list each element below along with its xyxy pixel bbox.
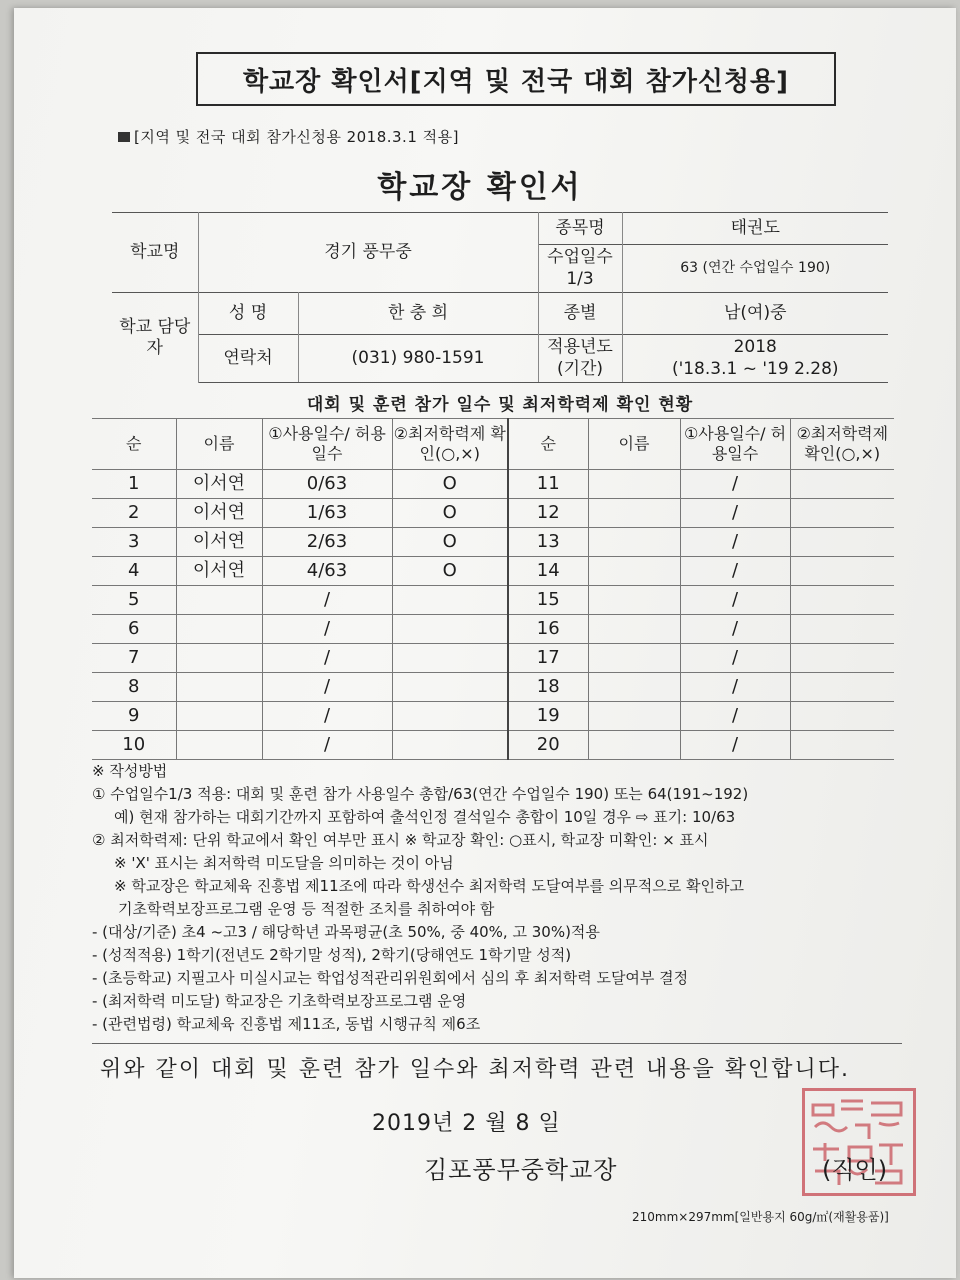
- name-value: 한 충 희: [298, 293, 538, 335]
- note-item: ※ 'X' 표시는 최저학력 미도달을 의미하는 것이 아님: [114, 854, 454, 872]
- note-item: - (대상/기준) 초4 ~고3 / 해당학년 과목평균(초 50%, 중 40%, 고 30%)적용: [92, 923, 600, 941]
- row-check-cell: [790, 702, 894, 731]
- row-name-cell: [588, 470, 680, 499]
- row-check-cell: [790, 557, 894, 586]
- row-days-cell: 4/63: [262, 557, 392, 586]
- notes-heading: ※ 작성방법: [92, 762, 168, 780]
- row-no-cell: 15: [508, 586, 588, 615]
- table-row: [92, 586, 894, 615]
- participation-table: [92, 418, 894, 760]
- row-name-cell: [588, 673, 680, 702]
- row-name-cell: [176, 615, 262, 644]
- issue-date: 2019년 2 월 8 일: [372, 1111, 561, 1136]
- row-name-cell: [588, 528, 680, 557]
- school-value: 경기 풍무중: [198, 213, 538, 293]
- document-title: 학교장 확인서: [377, 170, 583, 205]
- row-days-cell: /: [680, 731, 790, 760]
- row-check-cell: [392, 673, 508, 702]
- row-days-cell: 2/63: [262, 528, 392, 557]
- row-days-cell: 0/63: [262, 470, 392, 499]
- row-name-cell: 이서연: [176, 470, 262, 499]
- row-no-cell: 13: [508, 528, 588, 557]
- table-row: [92, 731, 894, 760]
- note-item: - (성적적용) 1학기(전년도 2학기말 성적), 2학기(당해연도 1학기말 성적): [92, 946, 572, 964]
- note-item: - (관련법령) 학교체육 진흥법 제11조, 동법 시행규칙 제6조: [92, 1015, 481, 1033]
- row-days-cell: /: [680, 528, 790, 557]
- row-no-cell: 3: [92, 528, 176, 557]
- row-check-cell: [392, 702, 508, 731]
- row-check-cell: O: [392, 528, 508, 557]
- event-value: 태권도: [622, 213, 888, 245]
- row-days-cell: /: [680, 673, 790, 702]
- year-cell: [622, 335, 888, 383]
- row-no-cell: 10: [92, 731, 176, 760]
- header-min-academic-left: ②최저학력제 확인(○,×): [392, 419, 508, 470]
- row-name-cell: [176, 673, 262, 702]
- year-label: 적용년도 (기간): [538, 335, 622, 383]
- row-no-cell: 9: [92, 702, 176, 731]
- info-table: [112, 212, 888, 383]
- row-no-cell: 17: [508, 644, 588, 673]
- name-label: 성 명: [198, 293, 298, 335]
- principal-name: 김포풍무중학교장: [424, 1156, 618, 1184]
- table-row: [92, 673, 894, 702]
- row-name-cell: [588, 731, 680, 760]
- row-no-cell: 4: [92, 557, 176, 586]
- row-name-cell: [588, 557, 680, 586]
- note-item: 기초학력보장프로그램 운영 등 적절한 조치를 취하여야 함: [118, 900, 495, 918]
- row-name-cell: [176, 731, 262, 760]
- row-no-cell: 14: [508, 557, 588, 586]
- regulation-note: [118, 126, 459, 147]
- divider: [92, 1043, 902, 1044]
- row-name-cell: [176, 644, 262, 673]
- row-check-cell: [392, 586, 508, 615]
- row-days-cell: /: [680, 499, 790, 528]
- row-days-cell: /: [680, 615, 790, 644]
- row-no-cell: 16: [508, 615, 588, 644]
- row-days-cell: /: [680, 586, 790, 615]
- row-check-cell: [392, 615, 508, 644]
- school-label: 학교명: [112, 213, 198, 293]
- row-check-cell: O: [392, 470, 508, 499]
- person-label: 학교 담당자: [112, 293, 198, 383]
- header-min-academic-right: ②최저학력제 확인(○,×): [790, 419, 894, 470]
- row-no-cell: 20: [508, 731, 588, 760]
- row-no-cell: 18: [508, 673, 588, 702]
- regulation-note-text: [지역 및 전국 대회 참가신청용 2018.3.1 적용]: [134, 128, 459, 146]
- note-item: - (초등학교) 지필고사 미실시교는 학업성적관리위원회에서 심의 후 최저학력 도달여부 결정: [92, 969, 689, 987]
- row-name-cell: [588, 644, 680, 673]
- row-check-cell: [790, 615, 894, 644]
- row-days-cell: /: [262, 731, 392, 760]
- row-days-cell: /: [262, 615, 392, 644]
- row-check-cell: [790, 528, 894, 557]
- row-no-cell: 2: [92, 499, 176, 528]
- gender-label: 종별: [538, 293, 622, 335]
- table-row: [92, 499, 894, 528]
- row-days-cell: /: [262, 644, 392, 673]
- row-days-cell: /: [680, 557, 790, 586]
- header-no-left: 순: [92, 419, 176, 470]
- seal-label: (직인): [822, 1156, 888, 1184]
- header-no-right: 순: [508, 419, 588, 470]
- row-check-cell: [790, 470, 894, 499]
- header-title-box: 학교장 확인서[지역 및 전국 대회 참가신청용]: [196, 52, 836, 106]
- class-days-value: 63 (연간 수업일수 190): [622, 245, 888, 293]
- row-check-cell: [790, 644, 894, 673]
- row-check-cell: [790, 673, 894, 702]
- year-value: 2018: [733, 337, 777, 358]
- table-row: [92, 615, 894, 644]
- row-name-cell: [588, 615, 680, 644]
- row-name-cell: 이서연: [176, 499, 262, 528]
- row-days-cell: /: [680, 644, 790, 673]
- row-name-cell: 이서연: [176, 528, 262, 557]
- row-no-cell: 11: [508, 470, 588, 499]
- contact-value: (031) 980-1591: [298, 335, 538, 383]
- row-no-cell: 8: [92, 673, 176, 702]
- table-row: [92, 702, 894, 731]
- row-check-cell: [392, 644, 508, 673]
- row-check-cell: [790, 731, 894, 760]
- row-days-cell: /: [680, 470, 790, 499]
- class-days-label: 수업일수 1/3: [538, 245, 622, 293]
- header-used-days-left: ①사용일수/ 허용일수: [262, 419, 392, 470]
- row-name-cell: [588, 499, 680, 528]
- row-no-cell: 19: [508, 702, 588, 731]
- row-name-cell: [588, 586, 680, 615]
- row-days-cell: /: [680, 702, 790, 731]
- square-bullet-icon: [118, 132, 130, 142]
- header-used-days-right: ①사용일수/ 허용일수: [680, 419, 790, 470]
- note-item: ② 최저학력제: 단위 학교에서 확인 여부만 표시 ※ 학교장 확인: ○표시, 학교장 미확인: × 표시: [92, 831, 709, 849]
- row-no-cell: 6: [92, 615, 176, 644]
- row-no-cell: 5: [92, 586, 176, 615]
- row-check-cell: O: [392, 499, 508, 528]
- row-check-cell: [392, 731, 508, 760]
- row-days-cell: /: [262, 586, 392, 615]
- table-row: [92, 557, 894, 586]
- row-days-cell: 1/63: [262, 499, 392, 528]
- row-no-cell: 12: [508, 499, 588, 528]
- row-check-cell: [790, 499, 894, 528]
- note-item: ※ 학교장은 학교체육 진흥법 제11조에 따라 학생선수 최저학력 도달여부를 의무적으로 확인하고: [114, 877, 744, 895]
- row-days-cell: /: [262, 702, 392, 731]
- event-label: 종목명: [538, 213, 622, 245]
- note-item: - (최저학력 미도달) 학교장은 기초학력보장프로그램 운영: [92, 992, 467, 1010]
- row-name-cell: [588, 702, 680, 731]
- period-value: ('18.3.1 ~ '19 2.28): [671, 358, 839, 379]
- row-name-cell: 이서연: [176, 557, 262, 586]
- header-name-right: 이름: [588, 419, 680, 470]
- row-check-cell: [790, 586, 894, 615]
- note-item: ① 수업일수1/3 적용: 대회 및 훈련 참가 사용일수 총합/63(연간 수업일수 190) 또는 64(191~192): [92, 785, 749, 803]
- row-check-cell: O: [392, 557, 508, 586]
- table-row: [92, 644, 894, 673]
- notes-section: [92, 760, 902, 1036]
- row-no-cell: 1: [92, 470, 176, 499]
- contact-label: 연락처: [198, 335, 298, 383]
- gender-value: 남(여)중: [622, 293, 888, 335]
- table-row: [92, 470, 894, 499]
- confirmation-statement: 위와 같이 대회 및 훈련 참가 일수와 최저학력 관련 내용을 확인합니다.: [100, 1057, 850, 1082]
- table-row: [92, 528, 894, 557]
- row-name-cell: [176, 586, 262, 615]
- row-days-cell: /: [262, 673, 392, 702]
- table-subtitle: 대회 및 훈련 참가 일수 및 최저학력제 확인 현황: [306, 395, 694, 415]
- row-no-cell: 7: [92, 644, 176, 673]
- note-item: 예) 현재 참가하는 대회기간까지 포함하여 출석인정 결석일수 총합이 10일 경우 ⇨ 표기: 10/63: [114, 808, 736, 826]
- header-name-left: 이름: [176, 419, 262, 470]
- paper-spec-footer: 210mm×297mm[일반용지 60g/㎡(재활용품)]: [632, 1210, 889, 1224]
- row-name-cell: [176, 702, 262, 731]
